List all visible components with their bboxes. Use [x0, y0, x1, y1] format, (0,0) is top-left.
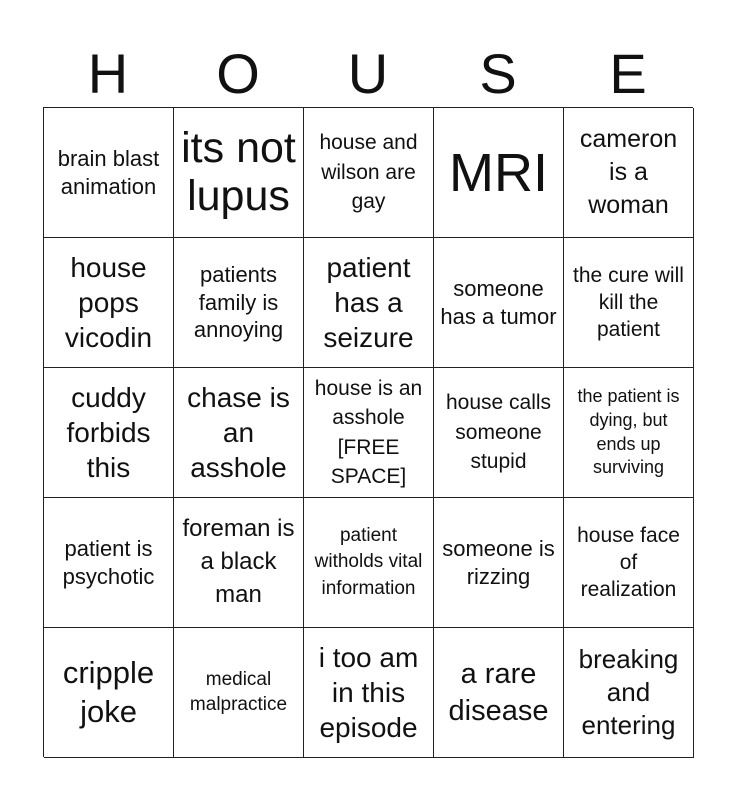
cell-text: someone has a tumor [440, 276, 557, 329]
cell-text: chase is an asshole [187, 381, 290, 484]
bingo-cell-r4-c4[interactable] [434, 498, 564, 628]
bingo-cell-r3-c4[interactable] [434, 368, 564, 498]
bingo-board [43, 107, 693, 757]
cell-text: patient is psychotic [62, 536, 155, 589]
bingo-cell-r3-c1[interactable] [44, 368, 174, 498]
bingo-cell-r3-c2[interactable] [174, 368, 304, 498]
bingo-cell-r1-c5[interactable] [564, 108, 694, 238]
bingo-cell-r2-c2[interactable] [174, 238, 304, 368]
bingo-cell-r2-c3[interactable] [304, 238, 434, 368]
bingo-cell-r2-c4[interactable] [434, 238, 564, 368]
cell-text: a rare disease [448, 657, 549, 727]
bingo-cell-r4-c1[interactable] [44, 498, 174, 628]
cell-text: house is an asshole [FREE SPACE] [314, 376, 423, 488]
bingo-cell-r2-c5[interactable] [564, 238, 694, 368]
bingo-cell-r1-c2[interactable] [174, 108, 304, 238]
bingo-cell-r3-c5[interactable] [564, 368, 694, 498]
cell-text: patient witholds vital information [314, 524, 423, 599]
bingo-cell-r2-c1[interactable] [44, 238, 174, 368]
cell-text: brain blast animation [57, 146, 160, 199]
bingo-cell-r5-c2[interactable] [174, 628, 304, 758]
cell-text: house pops vicodin [64, 251, 153, 354]
header-letter-e: E [609, 42, 647, 105]
cell-text: patients family is annoying [193, 262, 284, 343]
header-letter-u: U [347, 42, 389, 105]
bingo-cell-r5-c4[interactable] [434, 628, 564, 758]
cell-text: someone is rizzing [442, 536, 555, 589]
bingo-cell-r4-c2[interactable] [174, 498, 304, 628]
bingo-cell-r1-c4[interactable] [434, 108, 564, 238]
bingo-cell-r4-c3[interactable] [304, 498, 434, 628]
cell-text: house and wilson are gay [319, 131, 418, 214]
header-letter-s: S [479, 42, 517, 105]
cell-text: the cure will kill the patient [573, 263, 684, 342]
bingo-cell-r5-c1[interactable] [44, 628, 174, 758]
bingo-cell-r1-c1[interactable] [44, 108, 174, 238]
cell-text: MRI [449, 142, 548, 203]
cell-text: the patient is dying, but ends up surviving [577, 385, 680, 478]
bingo-cell-r5-c3[interactable] [304, 628, 434, 758]
cell-text: cameron is a woman [579, 125, 678, 219]
bingo-cell-r4-c5[interactable] [564, 498, 694, 628]
cell-text: i too am in this episode [318, 641, 419, 744]
bingo-cell-r5-c5[interactable] [564, 628, 694, 758]
bingo-cell-r3-c3[interactable] [304, 368, 434, 498]
header-letter-o: O [216, 42, 260, 105]
bingo-header [43, 40, 693, 108]
cell-text: its not lupus [181, 124, 296, 220]
cell-text: patient has a seizure [323, 251, 414, 354]
cell-text: house calls someone stupid [445, 391, 552, 474]
header-letter-h: H [87, 42, 129, 105]
cell-text: breaking and entering [578, 644, 679, 740]
cell-text: foreman is a black man [182, 515, 295, 608]
cell-text: cuddy forbids this [66, 381, 151, 484]
cell-text: house face of realization [577, 523, 680, 602]
bingo-cell-r1-c3[interactable] [304, 108, 434, 238]
cell-text: cripple joke [62, 654, 155, 729]
cell-text: medical malpractice [189, 669, 288, 715]
